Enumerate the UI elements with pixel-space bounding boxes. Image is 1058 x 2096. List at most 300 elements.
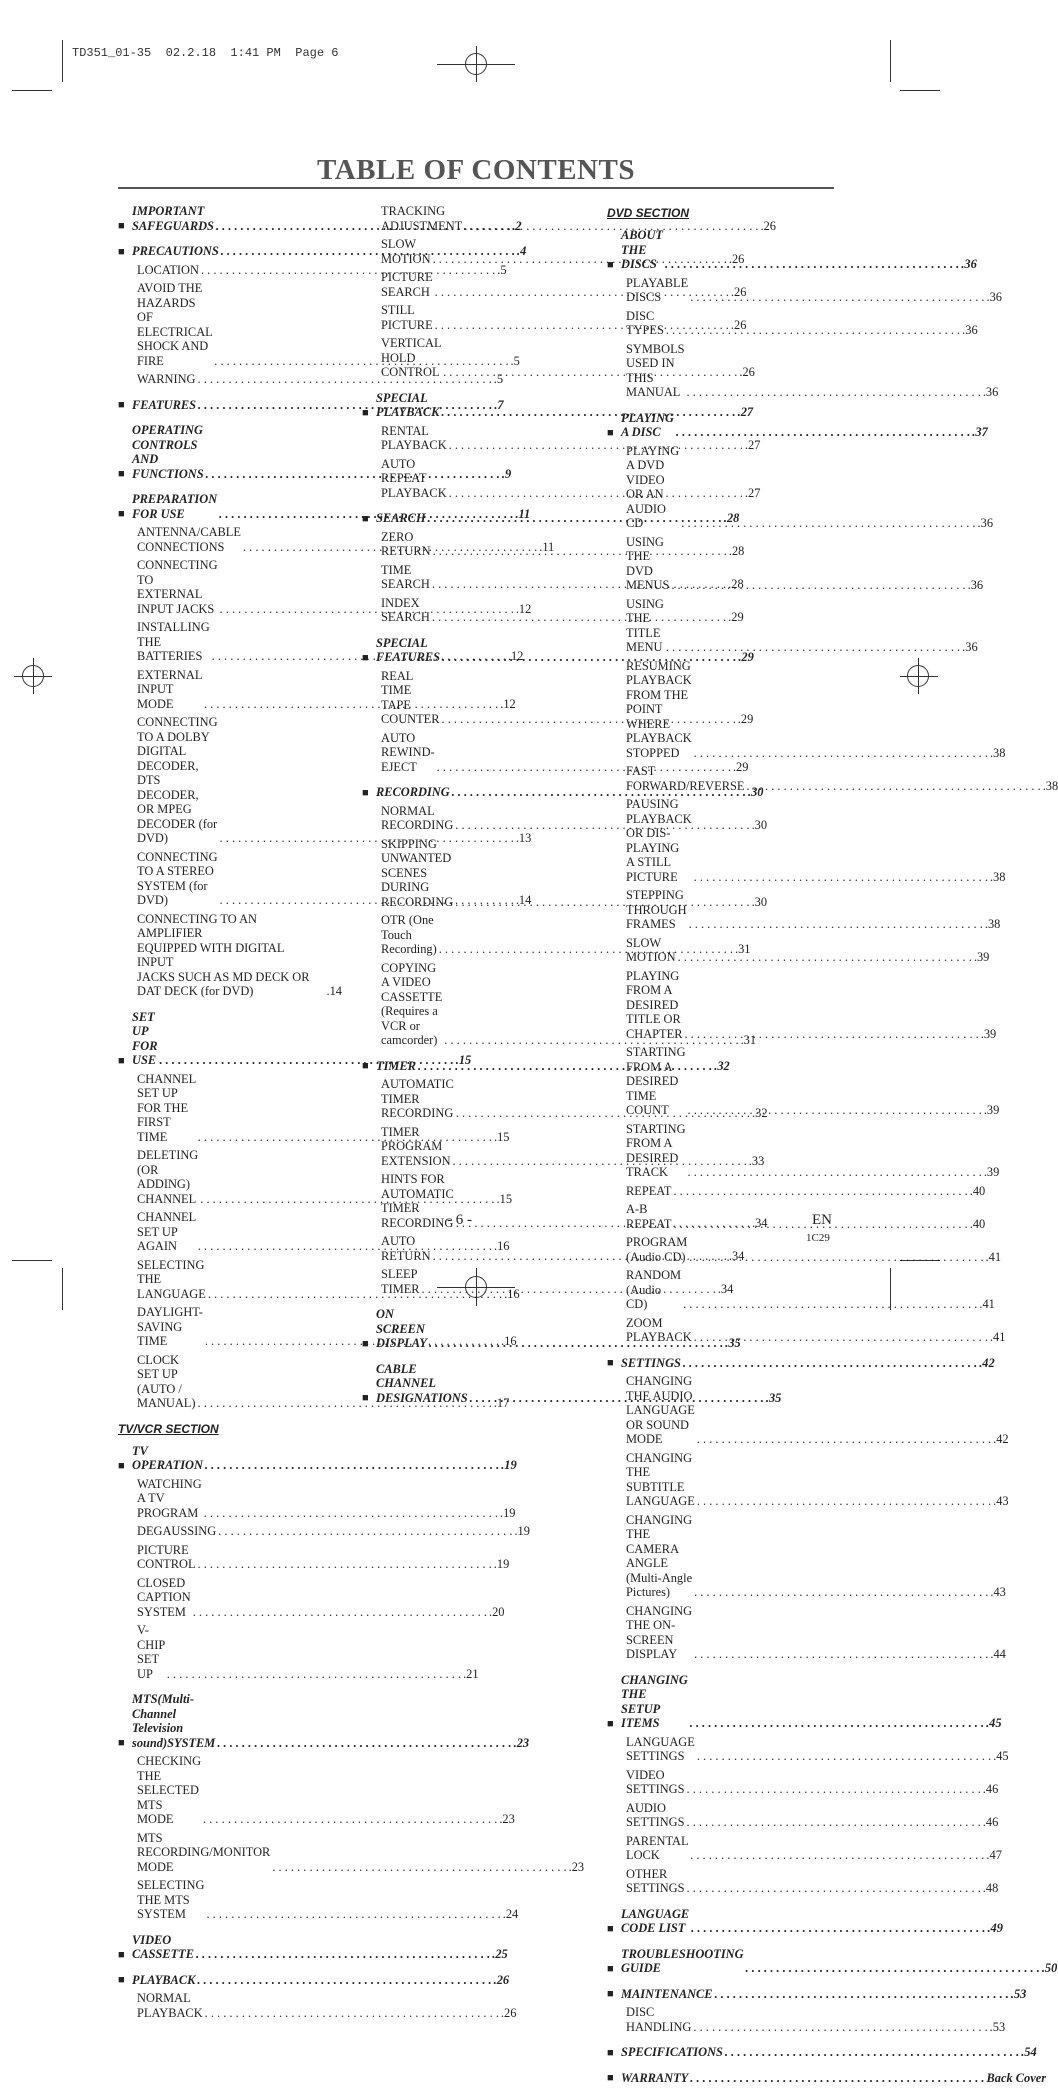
toc-subitem[interactable] <box>626 1235 1002 1264</box>
toc-entry <box>118 1692 585 1922</box>
page-ref: .31 <box>735 942 751 956</box>
toc-subitem[interactable] <box>626 764 1058 793</box>
page-ref: .29 <box>738 650 754 664</box>
page-ref: .45 <box>986 1716 1002 1730</box>
toc-subitem[interactable] <box>137 1623 479 1681</box>
page-ref: .28 <box>728 577 744 591</box>
toc-heading[interactable] <box>607 1355 995 1371</box>
toc-column-3 <box>607 204 1058 2096</box>
bullet-icon: ■ <box>118 245 125 258</box>
toc-heading[interactable] <box>607 2045 1037 2060</box>
dot-leader <box>197 1973 491 1988</box>
toc-entry <box>607 1672 1009 1896</box>
toc-heading-text: CABLE CHANNEL DESIGNATIONS <box>376 1361 468 1405</box>
page-ref: .11 <box>515 506 531 521</box>
page-ref: .44 <box>990 1647 1006 1661</box>
toc-subitem-text: CHECKING THE SELECTED MTS MODE <box>137 1754 202 1826</box>
dot-leader <box>272 1860 566 1875</box>
toc-subitem-text: AUTO REPEAT PLAYBACK <box>381 456 447 500</box>
toc-heading[interactable] <box>607 410 988 440</box>
toc-subitem-text: PAUSING PLAYBACK OR DIS- PLAYING A STILL PICTURE <box>626 797 692 884</box>
page-ref: .15 <box>494 1129 510 1144</box>
toc-heading[interactable] <box>118 1443 517 1473</box>
page-ref: .39 <box>973 950 990 964</box>
toc-heading-text: FEATURES <box>132 397 197 412</box>
bullet-icon: ■ <box>362 512 369 525</box>
bullet-icon: ■ <box>362 1392 369 1404</box>
toc-subitem-text: SLOW MOTION <box>381 237 431 266</box>
bullet-icon: ■ <box>607 1717 614 1730</box>
page-ref: .43 <box>990 1585 1006 1599</box>
page-ref: .47 <box>986 1848 1002 1862</box>
toc-heading[interactable] <box>118 1972 510 1988</box>
crop-mark <box>12 1260 52 1261</box>
page-ref: .46 <box>982 1782 999 1796</box>
bullet-icon: ■ <box>607 1962 614 1975</box>
toc-subitem-text: CHANNEL SET UP AGAIN <box>137 1210 196 1253</box>
page-ref: .9 <box>501 466 512 481</box>
toc-heading-text: PRECAUTIONS <box>132 244 219 258</box>
dot-leader <box>203 1812 497 1827</box>
page-ref: .26 <box>500 2005 517 2020</box>
bullet-icon: ■ <box>118 1054 125 1067</box>
toc-subitem[interactable] <box>626 1315 1006 1345</box>
toc-heading-line <box>621 1907 1003 1936</box>
toc-heading[interactable] <box>118 1932 508 1962</box>
dot-leader <box>746 1961 1040 1976</box>
toc-subitem[interactable] <box>626 935 990 965</box>
dot-leader <box>693 2020 987 2035</box>
page-ref: .5 <box>493 372 504 386</box>
dot-leader <box>673 1184 967 1199</box>
dot-leader <box>683 1297 977 1312</box>
toc-subitem[interactable] <box>626 443 994 531</box>
dot-leader <box>196 1947 490 1962</box>
dot-leader <box>687 1815 981 1830</box>
page-ref: .11 <box>539 539 555 554</box>
toc-subitem-text: PARENTAL LOCK <box>626 1833 689 1862</box>
page-ref: .27 <box>744 438 761 452</box>
page-ref: .14 <box>326 984 342 998</box>
toc-subitem[interactable] <box>626 308 978 338</box>
bullet-icon: ■ <box>118 220 125 232</box>
page-ref: .41 <box>979 1297 995 1311</box>
toc-heading[interactable] <box>362 511 740 526</box>
toc-subitem[interactable] <box>137 1476 516 1521</box>
toc-subitem-text: CHANGING THE SUBTITLE LANGUAGE <box>626 1450 695 1508</box>
page-ref: .35 <box>765 1390 782 1405</box>
toc-subitem-text: PROGRAM (Audio CD) <box>626 1235 688 1264</box>
dot-leader <box>725 2045 1019 2060</box>
page-ref: .19 <box>499 1505 516 1520</box>
toc-subitem-text: INSTALLING THE BATTERIES <box>137 620 210 663</box>
bullet-icon: ■ <box>118 1974 125 1986</box>
page-ref: .26 <box>730 284 747 299</box>
dot-leader <box>204 1506 498 1521</box>
toc-subitem[interactable] <box>137 1991 517 2020</box>
page-ref: .42 <box>979 1355 995 1370</box>
page-ref: .39 <box>980 1026 997 1041</box>
toc-subitem-text: WARNING <box>137 372 196 386</box>
toc-subitem-text: CLOSED CAPTION SYSTEM <box>137 1575 191 1619</box>
page-ref: .30 <box>751 818 768 832</box>
page-ref: .23 <box>513 1735 530 1750</box>
toc-subitem-text: PLAYABLE DISCS <box>626 275 689 304</box>
toc-heading[interactable] <box>607 2070 1047 2086</box>
toc-subitem-text: LOCATION <box>137 262 199 277</box>
page-ref: .24 <box>502 1907 519 1921</box>
dot-leader <box>205 1458 499 1473</box>
page-ref: .36 <box>962 640 978 654</box>
dot-leader <box>665 257 959 272</box>
toc-subitem-text: LANGUAGE SETTINGS <box>626 1734 695 1763</box>
toc-heading-text: VIDEO CASSETTE <box>132 1932 194 1961</box>
page-ref: .36 <box>961 257 977 271</box>
toc-subitem[interactable] <box>626 797 1006 884</box>
toc-subitem[interactable] <box>626 1866 999 1896</box>
toc-heading-text: CHANGING THE SETUP ITEMS <box>621 1672 688 1730</box>
bullet-icon: ■ <box>362 406 369 419</box>
toc-subitem-text: SYMBOLS USED IN THIS MANUAL <box>626 341 685 399</box>
toc-heading[interactable] <box>607 228 977 272</box>
toc-heading-text: RECORDING <box>376 785 450 799</box>
toc-subitem-text: SELECTING THE MTS SYSTEM <box>137 1878 205 1921</box>
toc-subitem[interactable] <box>626 1512 1006 1600</box>
toc-heading-text: PLAYING A DISC <box>621 410 675 439</box>
dot-leader <box>167 1667 461 1682</box>
toc-subitem[interactable] <box>626 341 999 400</box>
page-ref: .38 <box>1042 778 1058 793</box>
dot-leader <box>666 640 960 655</box>
page-ref: .39 <box>983 1103 1000 1117</box>
page-ref: .15 <box>455 1053 472 1067</box>
page-ref: .38 <box>989 869 1006 884</box>
toc-subitem-text: USING THE TITLE MENU <box>626 596 664 654</box>
page-ref: .13 <box>515 831 532 845</box>
dot-leader <box>198 1557 492 1572</box>
page-ref: .12 <box>500 696 516 711</box>
dot-leader <box>690 2071 984 2086</box>
toc-subitem-text: DEGAUSSING <box>137 1524 217 1538</box>
bullet-icon: ■ <box>362 1337 369 1350</box>
crop-mark <box>900 90 940 91</box>
toc-heading-text: SETTINGS <box>621 1355 681 1370</box>
page-ref: .36 <box>962 323 978 337</box>
dot-leader <box>690 290 984 305</box>
page-ref: .16 <box>504 1286 520 1301</box>
page-ref: .35 <box>725 1336 741 1350</box>
dot-leader <box>683 1356 977 1371</box>
page-ref: .46 <box>982 1815 999 1829</box>
crop-mark <box>62 1268 63 1310</box>
dot-leader <box>688 1103 982 1118</box>
toc-heading[interactable] <box>607 1986 1027 2002</box>
toc-heading-line <box>621 1987 1026 2002</box>
toc-subitem-text: CHANNEL SET UP FOR THE FIRST TIME <box>137 1071 196 1144</box>
toc-subitem-text: DISC TYPES <box>626 308 664 337</box>
page-ref: .7 <box>494 397 504 412</box>
toc-heading-text: TV OPERATION <box>132 1443 203 1472</box>
toc-subitem[interactable] <box>626 1767 999 1797</box>
toc-heading-text: LANGUAGE CODE LIST <box>621 1906 690 1935</box>
toc-heading-line <box>132 1444 517 1473</box>
toc-heading[interactable] <box>607 1672 1002 1731</box>
toc-subitem[interactable] <box>626 1450 1009 1509</box>
toc-subitem-text: NORMAL RECORDING <box>381 803 454 832</box>
dot-leader <box>193 1605 487 1620</box>
toc-subitem[interactable] <box>137 262 507 278</box>
page-title: TABLE OF CONTENTS <box>317 154 635 186</box>
page-ref: .53 <box>1010 1986 1027 2001</box>
bullet-icon: ■ <box>607 258 614 271</box>
page-ref: .20 <box>488 1604 505 1619</box>
dot-leader <box>694 870 988 885</box>
toc-subitem[interactable] <box>626 1045 1000 1118</box>
page-ref: .5 <box>510 353 520 368</box>
toc-entry <box>607 228 1002 400</box>
toc-subitem-text: SELECTING THE LANGUAGE <box>137 1257 206 1301</box>
dot-leader <box>687 1881 981 1896</box>
dot-leader <box>681 516 975 531</box>
page-ref: .19 <box>501 1458 517 1472</box>
toc-subitem-text: VIDEO SETTINGS <box>626 1767 685 1796</box>
page-ref: .4 <box>517 244 527 258</box>
toc-subitem-text: TIMER PROGRAM EXTENSION <box>381 1124 451 1168</box>
toc-subitem-text: A-B REPEAT <box>626 1202 672 1231</box>
page-ref: .30 <box>747 785 764 799</box>
toc-subitem[interactable] <box>137 1754 515 1827</box>
toc-subitem[interactable] <box>381 730 749 775</box>
dot-leader <box>687 1782 981 1797</box>
bullet-icon: ■ <box>607 2046 614 2059</box>
dot-leader <box>676 425 970 440</box>
toc-subitem-text: VERTICAL HOLD CONTROL <box>381 336 442 379</box>
toc-subitem[interactable] <box>626 2005 1006 2034</box>
page-ref: .38 <box>984 917 1001 931</box>
toc-subitem-text: SLEEP TIMER <box>381 1267 420 1296</box>
dot-leader <box>694 1585 988 1600</box>
toc-heading-text: MTS(Multi-Channel Television sound)SYSTEM <box>132 1692 216 1750</box>
page-ref: .28 <box>728 544 745 558</box>
toc-heading-line <box>132 1973 509 1988</box>
page-ref: .33 <box>748 1153 765 1168</box>
toc-subitem[interactable] <box>626 1800 999 1830</box>
page-ref: .34 <box>728 1248 745 1263</box>
toc-subitem[interactable] <box>626 1121 1000 1180</box>
page-ref: .26 <box>739 365 755 379</box>
page-ref: .34 <box>752 1215 768 1230</box>
page-ref: .54 <box>1021 2045 1037 2059</box>
toc-subitem[interactable] <box>626 1268 995 1312</box>
section-heading: DVD SECTION <box>607 206 690 220</box>
toc-heading[interactable] <box>362 1058 730 1074</box>
toc-subitem[interactable] <box>137 1878 519 1922</box>
toc-heading[interactable] <box>607 1906 1003 1936</box>
crop-mark <box>890 40 891 82</box>
toc-heading[interactable] <box>118 1692 530 1750</box>
dot-leader <box>697 1494 991 1509</box>
bullet-icon: ■ <box>118 1948 125 1961</box>
toc-subitem[interactable] <box>626 1183 986 1199</box>
toc-subitem-text: CHANGING THE ON-SCREEN DISPLAY <box>626 1603 693 1661</box>
bullet-icon: ■ <box>362 786 369 799</box>
page-ref: .36 <box>977 516 994 530</box>
toc-subitem-text: INDEX SEARCH <box>381 595 430 624</box>
page-ref: .41 <box>989 1330 1006 1344</box>
page-ref: .23 <box>499 1812 515 1826</box>
model-code: 1C29 <box>806 1232 830 1244</box>
toc-entry <box>118 1932 508 1962</box>
toc-subitem[interactable] <box>137 1524 530 1539</box>
dot-leader <box>746 779 1040 794</box>
toc-heading-text: SEARCH <box>376 511 426 525</box>
page-ref: .40 <box>969 1216 986 1231</box>
toc-heading[interactable] <box>607 1946 1058 1976</box>
page-ref: .27 <box>744 485 761 500</box>
toc-subitem-text: CHANGING THE CAMERA ANGLE (Multi-Angle Pictures) <box>626 1512 693 1599</box>
toc-subitem-text: MTS RECORDING/MONITOR MODE <box>137 1830 271 1874</box>
toc-heading-text: MAINTENANCE <box>621 1986 713 2001</box>
toc-subitem[interactable] <box>137 1830 585 1875</box>
toc-subitem[interactable] <box>626 888 1001 932</box>
dot-leader <box>687 385 981 400</box>
page-ref: .28 <box>723 511 740 525</box>
toc-heading-text: WARRANTY <box>621 2070 689 2085</box>
crop-mark <box>12 90 52 91</box>
page-ref: .12 <box>507 649 524 663</box>
page-ref: .26 <box>730 317 747 332</box>
toc-heading-line <box>621 1947 1057 1976</box>
bullet-icon: ■ <box>118 399 125 411</box>
toc-subitem[interactable] <box>381 803 768 833</box>
page-ref: .5 <box>497 262 507 277</box>
toc-heading-text: SET UP FOR USE <box>132 1009 158 1067</box>
toc-heading-text: TROUBLESHOOTING GUIDE <box>621 1946 744 1975</box>
bullet-icon: ■ <box>607 426 614 439</box>
toc-heading-line <box>621 228 977 272</box>
toc-subitem[interactable] <box>626 1833 1002 1863</box>
toc-subitem-text: AUDIO SETTINGS <box>626 1800 685 1829</box>
page-ref: .53 <box>989 2019 1006 2034</box>
toc-subitem-text: PLAYING A DVD VIDEO OR AN AUDIO CD <box>626 443 680 530</box>
toc-subitem[interactable] <box>626 534 984 593</box>
bullet-icon: ■ <box>118 1459 125 1472</box>
page-ref: .30 <box>751 894 768 909</box>
crop-mark <box>62 40 63 82</box>
toc-subitem-text: RANDOM (Audio CD) <box>626 1268 682 1311</box>
page-ref: .26 <box>760 218 777 233</box>
registration-circle <box>22 665 44 687</box>
toc-subitem[interactable] <box>626 658 1006 761</box>
toc-subitem-text: EXTERNAL INPUT MODE <box>137 667 202 711</box>
toc-subitem-text: AUTOMATIC TIMER RECORDING <box>381 1077 454 1120</box>
dot-leader <box>218 1524 512 1539</box>
dot-leader <box>694 1330 988 1345</box>
toc-subitem-text: TIME SEARCH <box>381 562 430 591</box>
toc-heading-line <box>621 2045 1037 2060</box>
toc-subitem-text: CONNECTING TO A STEREO SYSTEM (for DVD) <box>137 849 218 907</box>
toc-subitem-text: CLOCK SET UP (AUTO / MANUAL) <box>137 1352 196 1410</box>
page-ref: .17 <box>493 1396 510 1410</box>
page-ref: .25 <box>492 1947 508 1961</box>
page-ref: .42 <box>993 1432 1009 1446</box>
toc-subitem[interactable] <box>137 912 342 999</box>
toc-subitem[interactable] <box>626 275 1002 305</box>
page-ref: .32 <box>714 1058 730 1073</box>
toc-subitem-text: DAYLIGHT-SAVING TIME <box>137 1305 203 1348</box>
toc-subitem[interactable] <box>137 1575 505 1620</box>
dot-leader <box>678 950 972 965</box>
page-ref: .32 <box>752 1106 768 1120</box>
toc-heading[interactable] <box>362 635 754 665</box>
toc-subitem[interactable] <box>626 1374 1009 1447</box>
toc-subitem-text: PLAYING FROM A DESIRED TITLE OR CHAPTER <box>626 968 683 1041</box>
toc-subitem[interactable] <box>626 1202 986 1231</box>
page-ref: .40 <box>969 1183 986 1198</box>
toc-heading-text: OPERATING CONTROLS AND FUNCTIONS <box>132 423 204 481</box>
toc-subitem-text: ANTENNA/CABLE CONNECTIONS <box>137 525 241 554</box>
toc-entry <box>118 1972 517 2021</box>
toc-subitem[interactable] <box>626 596 978 655</box>
toc-subitem[interactable] <box>626 968 997 1042</box>
toc-subitem[interactable] <box>137 1542 510 1572</box>
page-number: - 6 - <box>447 1212 472 1228</box>
dot-leader <box>684 1027 978 1042</box>
toc-subitem-text: CHANGING THE AUDIO LANGUAGE OR SOUND MODE <box>626 1374 695 1446</box>
toc-subitem-text: HINTS FOR AUTOMATIC TIMER RECORDING <box>381 1172 454 1230</box>
toc-subitem[interactable] <box>137 372 504 387</box>
dot-leader <box>694 746 988 761</box>
toc-entry <box>607 410 1058 1345</box>
dot-leader <box>205 2006 499 2021</box>
bullet-icon: ■ <box>607 1922 614 1935</box>
toc-subitem-text: STARTING FROM A DESIRED TIME COUNT <box>626 1045 686 1117</box>
page-ref: .29 <box>728 610 744 624</box>
toc-heading[interactable] <box>362 390 754 420</box>
printer-slug: TD351_01-35 02.2.18 1:41 PM Page 6 <box>72 46 339 60</box>
toc-subitem-text: SLOW MOTION <box>626 935 676 964</box>
page-ref: .16 <box>501 1334 517 1348</box>
bullet-icon: ■ <box>118 508 125 520</box>
toc-heading-text: TIMER <box>376 1058 416 1073</box>
toc-heading-text: PLAYBACK <box>132 1972 196 1987</box>
toc-subitem-text: CONNECTING TO EXTERNAL INPUT JACKS <box>137 558 218 616</box>
bullet-icon: ■ <box>607 2072 614 2084</box>
toc-subitem[interactable] <box>626 1603 1006 1662</box>
toc-subitem-text: CONNECTING TO AN AMPLIFIER EQUIPPED WITH DIGITAL INPUT JACKS SUCH AS MD DECK OR DAT DECK (for DVD) <box>137 911 310 998</box>
page-ref: .36 <box>967 578 984 592</box>
page-ref: .23 <box>568 1859 585 1874</box>
toc-subitem-text: PICTURE SEARCH <box>381 270 433 299</box>
toc-subitem-text: STARTING FROM A DESIRED TRACK <box>626 1121 686 1179</box>
toc-subitem[interactable] <box>626 1734 1009 1764</box>
page-ref: .29 <box>732 759 749 774</box>
toc-heading-line <box>621 411 988 440</box>
toc-subitem-text: OTR (One Touch Recording) <box>381 913 437 956</box>
title-rule <box>118 187 834 189</box>
toc-heading[interactable] <box>362 785 764 800</box>
toc-subitem-text: CONNECTING TO A DOLBY DIGITAL DECODER, DTS DECODER, OR MPEG DECODER (for DVD) <box>137 715 218 845</box>
toc-subitem[interactable] <box>381 529 745 559</box>
page-ref: .41 <box>985 1249 1002 1264</box>
language-code: EN <box>812 1212 832 1228</box>
page-ref: .34 <box>717 1281 734 1296</box>
dot-leader <box>206 1907 500 1922</box>
toc-heading-text: IMPORTANT SAFEGUARDS <box>132 204 214 233</box>
toc-entry <box>607 1946 1058 1976</box>
page-ref: .27 <box>737 405 754 419</box>
page-ref: .12 <box>515 601 532 616</box>
